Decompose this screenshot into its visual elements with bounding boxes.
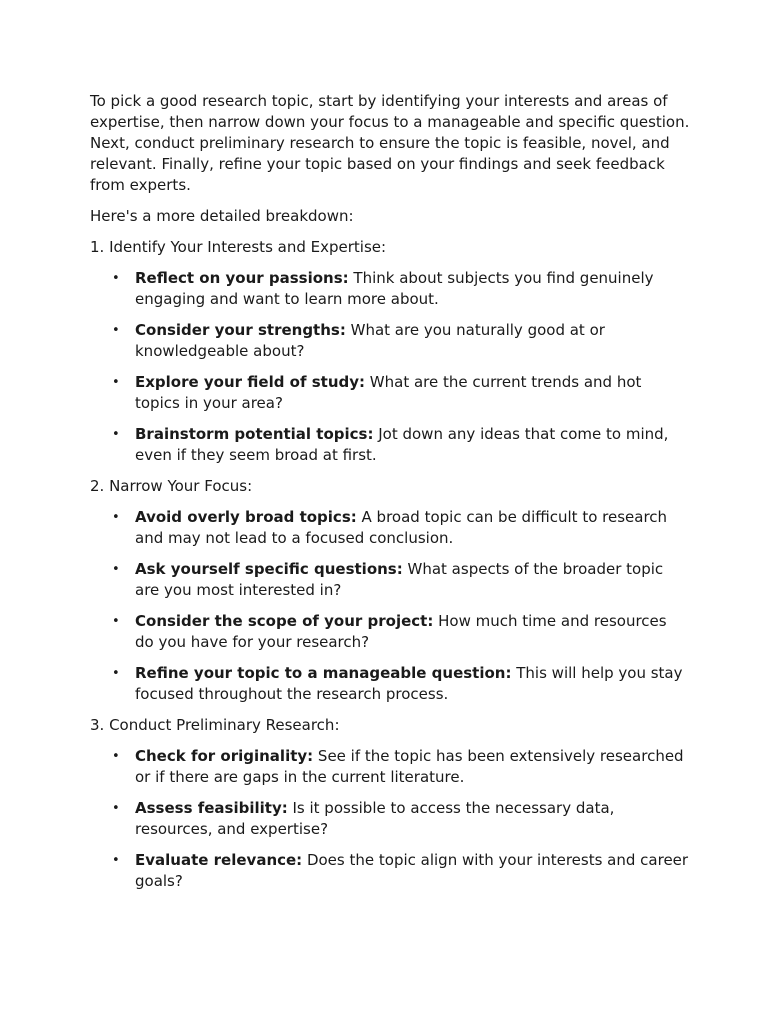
list-item <box>90 663 690 705</box>
item-text: What are you naturally good at or knowledgeable about? <box>135 321 605 360</box>
bullet-icon: • <box>112 666 120 681</box>
intro-paragraph: To pick a good research topic, start by identifying your interests and areas of expertise, then narrow down your focus to a manageable and specific question. Next, conduct preliminary research to ensure the topic is feasible, novel, and relevant. Finally, refine your topic based on your findings and seek feedback from experts. <box>90 92 690 194</box>
list-item <box>90 798 690 840</box>
bullet-icon: • <box>112 801 120 816</box>
section-heading-narrow: 2. Narrow Your Focus: <box>90 477 253 495</box>
list-item <box>90 424 690 466</box>
item-text: What aspects of the broader topic are you most interested in? <box>135 560 664 599</box>
item-term: Refine your topic to a manageable question: <box>135 664 512 682</box>
list-item <box>90 850 690 892</box>
item-term: Check for originality: <box>135 747 314 765</box>
bullet-icon: • <box>112 271 120 286</box>
bullet-icon: • <box>112 323 120 338</box>
list-item <box>90 372 690 414</box>
bullet-icon: • <box>112 375 120 390</box>
bullet-icon: • <box>112 427 120 442</box>
section-heading-research: 3. Conduct Preliminary Research: <box>90 716 340 734</box>
item-text: Does the topic align with your interests and career goals? <box>135 851 689 890</box>
list-item <box>90 320 690 362</box>
item-term: Evaluate relevance: <box>135 851 303 869</box>
item-term: Brainstorm potential topics: <box>135 425 374 443</box>
section-list-identify <box>90 268 690 466</box>
bullet-icon: • <box>112 749 120 764</box>
item-text: This will help you stay focused throughout the research process. <box>135 664 683 703</box>
list-item <box>90 507 690 549</box>
item-term: Avoid overly broad topics: <box>135 508 357 526</box>
bullet-icon: • <box>112 510 120 525</box>
bullet-icon: • <box>112 853 120 868</box>
section-heading-identify: 1. Identify Your Interests and Expertise: <box>90 238 387 256</box>
bullet-icon: • <box>112 562 120 577</box>
item-text: How much time and resources do you have for your research? <box>135 612 667 651</box>
item-term: Explore your field of study: <box>135 373 366 391</box>
item-term: Consider the scope of your project: <box>135 612 434 630</box>
item-term: Ask yourself specific questions: <box>135 560 403 578</box>
section-list-research <box>90 746 690 892</box>
section-list-narrow <box>90 507 690 705</box>
list-item <box>90 611 690 653</box>
list-item <box>90 746 690 788</box>
breakdown-label: Here's a more detailed breakdown: <box>90 207 354 225</box>
item-text: Is it possible to access the necessary data, resources, and expertise? <box>135 799 615 838</box>
list-item <box>90 268 690 310</box>
item-text: Think about subjects you find genuinely engaging and want to learn more about. <box>135 269 654 308</box>
item-text: Jot down any ideas that come to mind, even if they seem broad at first. <box>135 425 669 464</box>
item-text: See if the topic has been extensively researched or if there are gaps in the current literature. <box>135 747 684 786</box>
item-term: Reflect on your passions: <box>135 269 349 287</box>
list-item <box>90 559 690 601</box>
item-text: What are the current trends and hot topics in your area? <box>135 373 642 412</box>
item-term: Assess feasibility: <box>135 799 288 817</box>
bullet-icon: • <box>112 614 120 629</box>
item-text: A broad topic can be difficult to research and may not lead to a focused conclusion. <box>135 508 668 547</box>
item-term: Consider your strengths: <box>135 321 346 339</box>
